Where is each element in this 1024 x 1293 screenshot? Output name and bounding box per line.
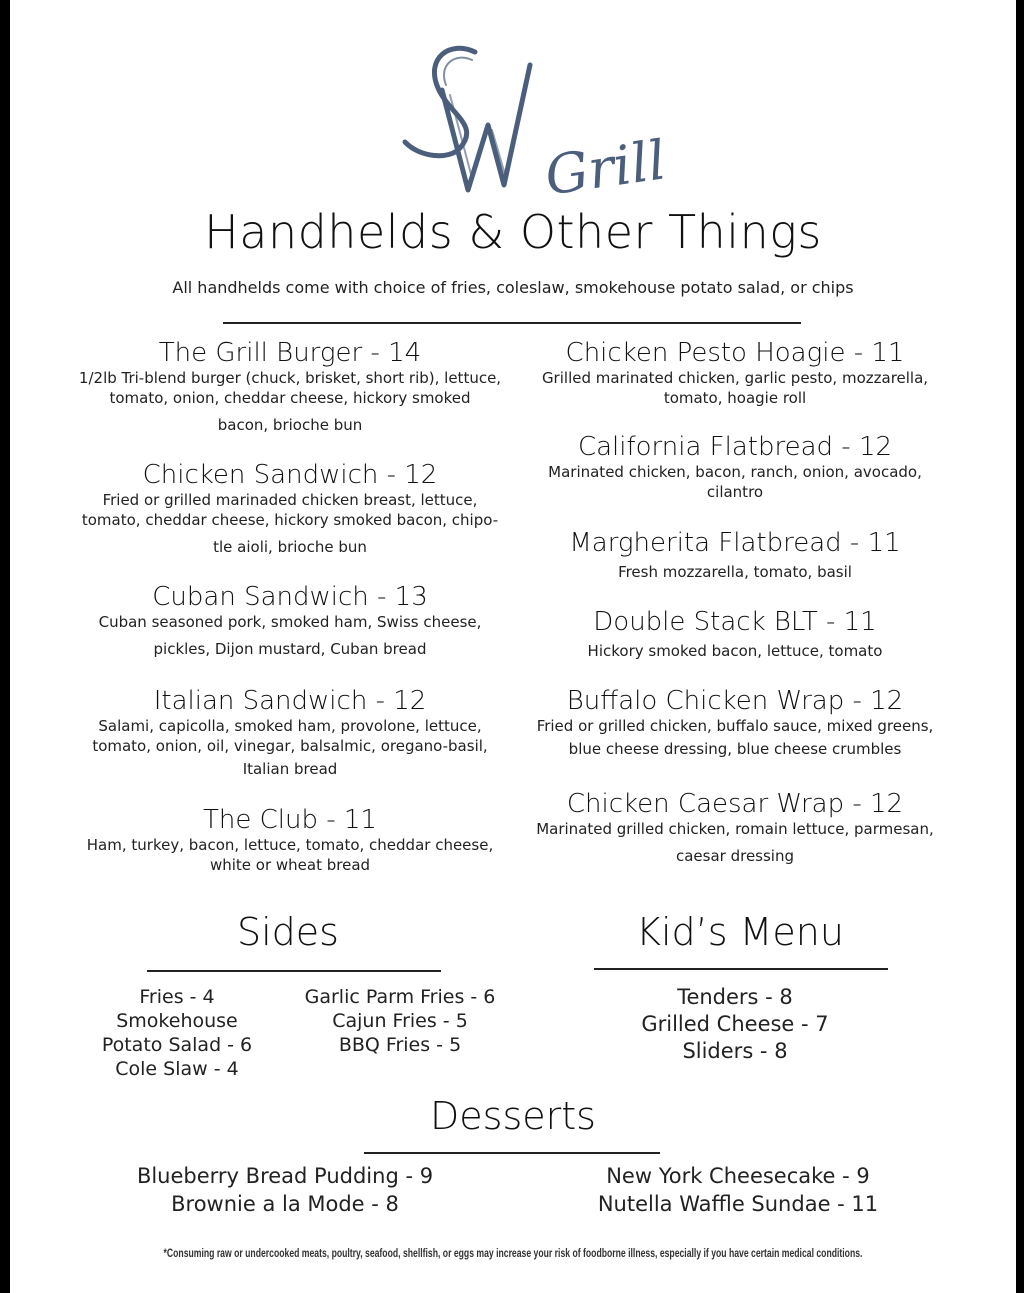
list-item: Grilled Cheese - 7 — [641, 1012, 829, 1036]
menu-item — [510, 789, 960, 866]
menu-item-desc: Grilled marinated chicken, garlic pesto, mozzarella, — [541, 369, 929, 387]
sides-heading: Sides — [237, 910, 339, 954]
desserts-list-1 — [120, 1162, 450, 1218]
list-item: Potato Salad - 6 — [101, 1034, 253, 1056]
menu-item-desc: Fried or grilled marinaded chicken breast, lettuce, — [102, 491, 478, 509]
menu-item-name: Chicken Pesto Hoagie - 11 — [565, 338, 905, 368]
menu-item-desc: bacon, brioche bun — [217, 416, 363, 434]
list-item: Fries - 4 — [139, 986, 215, 1008]
list-item: Cole Slaw - 4 — [115, 1058, 239, 1080]
desserts-divider — [364, 1152, 660, 1154]
sides-list-2 — [290, 985, 510, 1057]
menu-item-desc: Marinated chicken, bacon, ranch, onion, avocado, — [548, 463, 922, 481]
kids-menu-heading: Kid’s Menu — [636, 910, 844, 954]
menu-item-desc: Ham, turkey, bacon, lettuce, tomato, cheddar cheese, — [86, 836, 494, 854]
menu-item-desc: Fresh mozzarella, tomato, basil — [618, 563, 852, 581]
menu-item-desc: tomato, onion, cheddar cheese, hickory smoked — [109, 389, 471, 407]
menu-item-name: Chicken Sandwich - 12 — [142, 460, 438, 490]
list-item: Smokehouse — [116, 1010, 238, 1032]
menu-item — [510, 528, 960, 582]
kids-menu-list — [620, 984, 850, 1065]
menu-item-name: Double Stack BLT - 11 — [593, 607, 877, 637]
menu-item — [60, 686, 520, 779]
menu-item-desc: Cuban seasoned pork, smoked ham, Swiss cheese, — [98, 613, 482, 631]
menu-item-desc: tomato, hoagie roll — [663, 389, 807, 407]
menu-item — [60, 805, 520, 875]
menu-item-desc: 1/2lb Tri-blend burger (chuck, brisket, short rib), lettuce, — [78, 369, 502, 387]
title-divider — [223, 322, 801, 324]
list-item: Blueberry Bread Pudding - 9 — [136, 1164, 434, 1188]
menu-item-name: Cuban Sandwich - 13 — [152, 582, 428, 612]
desserts-heading: Desserts — [430, 1094, 596, 1138]
sw-grill-logo — [380, 30, 680, 210]
menu-item — [510, 432, 960, 502]
menu-item-name: California Flatbread - 12 — [577, 432, 893, 462]
menu-item — [60, 338, 520, 435]
kids-menu-divider — [594, 968, 888, 970]
list-item: Nutella Waffle Sundae - 11 — [597, 1192, 879, 1216]
sides-divider — [147, 970, 441, 972]
menu-item-desc: Marinated grilled chicken, romain lettuce, parmesan, — [536, 820, 934, 838]
menu-page — [10, 0, 1016, 1293]
menu-item-desc: tomato, cheddar cheese, hickory smoked bacon, chipo- — [81, 511, 499, 529]
menu-item-desc: pickles, Dijon mustard, Cuban bread — [153, 640, 427, 658]
menu-item-desc: Hickory smoked bacon, lettuce, tomato — [587, 642, 883, 660]
menu-item-name: Buffalo Chicken Wrap - 12 — [566, 686, 904, 716]
page-title: Handhelds & Other Things — [204, 205, 822, 259]
menu-item — [60, 582, 520, 659]
list-item: Sliders - 8 — [682, 1039, 788, 1063]
menu-item — [60, 460, 520, 557]
disclaimer: *Consuming raw or undercooked meats, poultry, seafood, shellfish, or eggs may increase your risk of foodborne illness, especially if you have certain medical conditions. — [163, 1246, 863, 1260]
menu-item-desc: tle aioli, brioche bun — [213, 538, 367, 556]
list-item: Cajun Fries - 5 — [332, 1010, 468, 1032]
list-item: Garlic Parm Fries - 6 — [304, 986, 496, 1008]
page-subtitle: All handhelds come with choice of fries, coleslaw, smokehouse potato salad, or chips — [172, 278, 854, 297]
list-item: New York Cheesecake - 9 — [606, 1164, 870, 1188]
logo-word: Grill — [541, 128, 670, 208]
menu-item-name: Chicken Caesar Wrap - 12 — [566, 789, 904, 819]
menu-item-desc: white or wheat bread — [209, 856, 371, 874]
menu-item — [510, 338, 960, 408]
menu-item — [510, 607, 960, 661]
menu-item-desc: Salami, capicolla, smoked ham, provolone, lettuce, — [98, 717, 482, 735]
menu-item-desc: tomato, onion, oil, vinegar, balsalmic, oregano-basil, — [92, 737, 488, 755]
menu-item — [510, 686, 960, 759]
menu-item-name: Italian Sandwich - 12 — [153, 686, 427, 716]
list-item: BBQ Fries - 5 — [338, 1034, 462, 1056]
menu-item-desc: caesar dressing — [675, 847, 795, 865]
logo-script — [380, 30, 680, 210]
menu-item-desc: blue cheese dressing, blue cheese crumbles — [568, 740, 902, 758]
menu-item-name: The Grill Burger - 14 — [158, 338, 422, 368]
menu-item-desc: Fried or grilled chicken, buffalo sauce, mixed greens, — [536, 717, 934, 735]
sides-list-1 — [77, 985, 277, 1081]
desserts-list-2 — [578, 1162, 898, 1218]
menu-item-desc: cilantro — [706, 483, 764, 501]
menu-item-desc: Italian bread — [242, 760, 338, 778]
menu-item-name: The Club - 11 — [203, 805, 377, 835]
list-item: Brownie a la Mode - 8 — [171, 1192, 399, 1216]
list-item: Tenders - 8 — [677, 985, 793, 1009]
menu-item-name: Margherita Flatbread - 11 — [569, 528, 901, 558]
